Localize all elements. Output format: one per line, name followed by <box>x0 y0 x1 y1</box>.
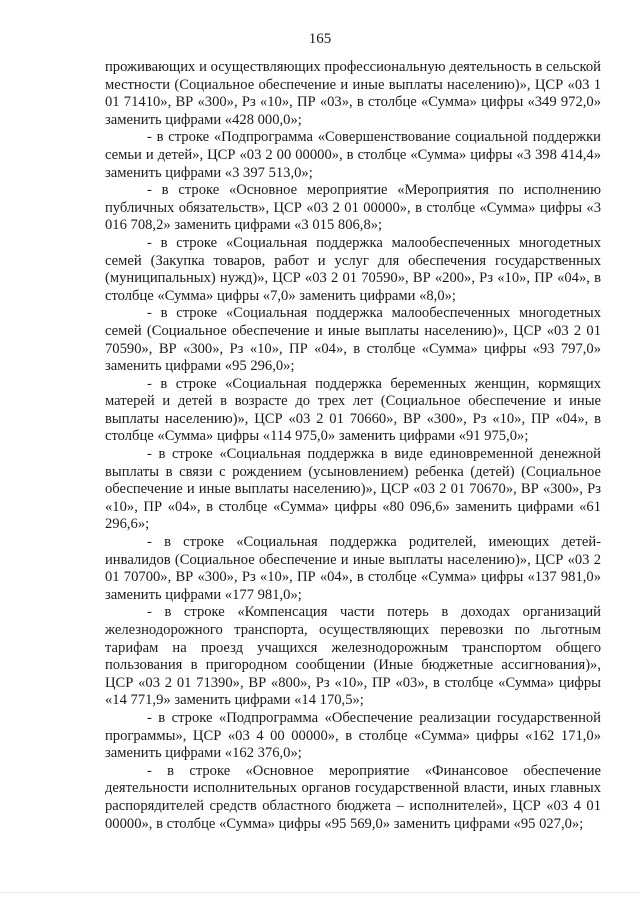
page-number: 165 <box>308 31 332 47</box>
paragraph-amendment: - в строке «Социальная поддержка беременных женщин, кормящих матерей и детей в возрасте до трех лет (Социальное обеспечение и иные выплаты населению)», ЦСР «03 2 01 70660», ВР «300», Рз «10», ПР «04», в столбце «Сумма» цифры «114 975,0» заменить цифрами «91 975,0»; <box>105 375 601 445</box>
paragraph-amendment: - в строке «Подпрограмма «Совершенствование социальной поддержки семьи и детей», ЦСР «03 2 00 00000», в столбце «Сумма» цифры «3 398 414,4» заменить цифрами «3 397 513,0»; <box>105 129 601 181</box>
paragraph-amendment: - в строке «Социальная поддержка в виде единовременной денежной выплаты в связи с рождением (усыновлением) ребенка (детей) (Социальное обеспечение и иные выплаты населению)», ЦСР «03 2 01 70670», ВР «300», Рз «10», ПР «04», в столбце «Сумма» цифры «80 096,6» заменить цифрами «61 296,6»; <box>105 446 601 533</box>
page-bottom-edge <box>0 892 640 893</box>
paragraph-amendment: - в строке «Социальная поддержка родителей, имеющих детей-инвалидов (Социальное обеспечение и иные выплаты населению)», ЦСР «03 2 01 70700», ВР «300», Рз «10», ПР «04», в столбце «Сумма» цифры «137 981,0» заменить цифрами «177 981,0»; <box>105 534 601 603</box>
paragraph-amendment: - в строке «Компенсация части потерь в доходах организаций железнодорожного транспорта, осуществляющих перевозки по льготным тарифам на проезд учащихся железнодорожным транспортом общего пользования в пригородном сообщении (Иные бюджетные ассигнования)», ЦСР «03 2 01 71390», ВР «800», Рз «10», ПР «03», в столбце «Сумма» цифры «14 771,9» заменить цифрами «14 170,5»; <box>105 604 601 709</box>
document-body <box>105 59 601 833</box>
paragraph-amendment: - в строке «Подпрограмма «Обеспечение реализации государственной программы», ЦСР «03 4 00 00000», в столбце «Сумма» цифры «162 171,0» заменить цифрами «162 376,0»; <box>105 709 601 762</box>
paragraph-amendment: - в строке «Основное мероприятие «Финансовое обеспечение деятельности исполнительных органов государственной власти, иных главных распорядителей средств областного бюджета – исполнителей», ЦСР «03 4 01 00000», в столбце «Сумма» цифры «95 569,0» заменить цифрами «95 027,0»; <box>105 762 601 832</box>
paragraph-amendment: - в строке «Социальная поддержка малообеспеченных многодетных семей (Социальное обеспечение и иные выплаты населению)», ЦСР «03 2 01 70590», ВР «300», Рз «10», ПР «04», в столбце «Сумма» цифры «93 797,0» заменить цифрами «95 296,0»; <box>105 305 601 375</box>
paragraph-amendment: - в строке «Социальная поддержка малообеспеченных многодетных семей (Закупка товаров, работ и услуг для обеспечения государственных (муниципальных) нужд)», ЦСР «03 2 01 70590», ВР «200», Рз «10», ПР «04», в столбце «Сумма» цифры «7,0» заменить цифрами «8,0»; <box>105 234 601 304</box>
paragraph-amendment: - в строке «Основное мероприятие «Мероприятия по исполнению публичных обязательств», ЦСР «03 2 01 00000», в столбце «Сумма» цифры «3 016 708,2» заменить цифрами «3 015 806,8»; <box>105 182 601 234</box>
paragraph-continuation: проживающих и осуществляющих профессиональную деятельность в сельской местности (Социальное обеспечение и иные выплаты населению)», ЦСР «03 1 01 71410», ВР «300», Рз «10», ПР «03», в столбце «Сумма» цифры «349 972,0» заменить цифрами «428 000,0»; <box>105 59 601 128</box>
